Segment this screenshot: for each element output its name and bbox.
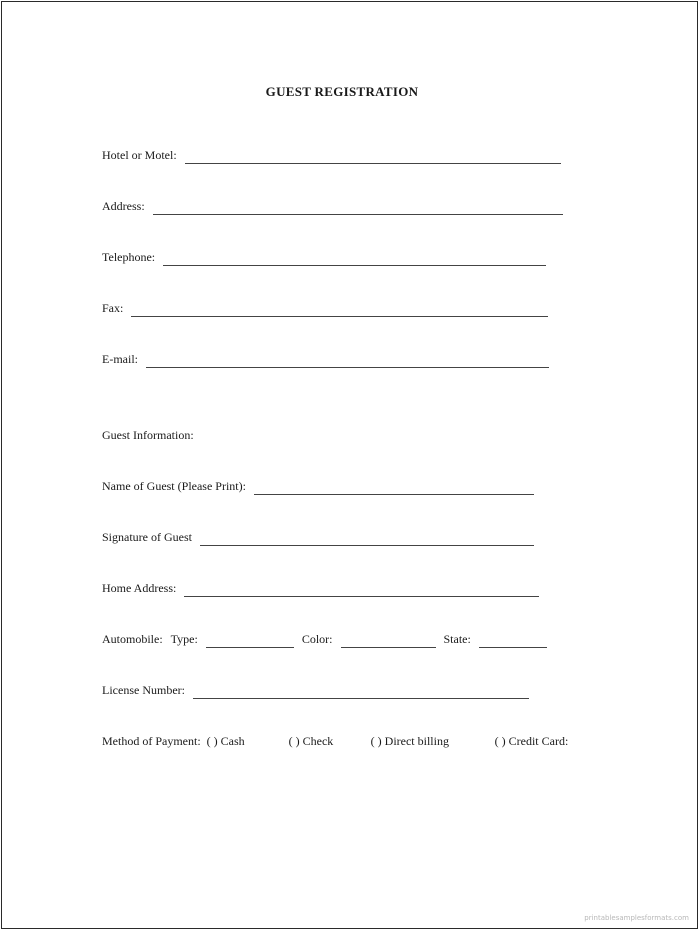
hotel-row bbox=[102, 144, 561, 164]
automobile-label: Automobile: bbox=[102, 632, 163, 646]
email-label: E-mail: bbox=[102, 352, 138, 366]
telephone-row bbox=[102, 246, 546, 266]
guest-name-row bbox=[102, 475, 534, 495]
license-label: License Number: bbox=[102, 683, 185, 697]
automobile-row bbox=[102, 628, 547, 648]
color-label: Color: bbox=[301, 632, 333, 646]
guest-info-row bbox=[102, 424, 194, 444]
email-field[interactable] bbox=[146, 355, 549, 368]
watermark: printablesamplesformats.com bbox=[584, 914, 689, 922]
color-field[interactable] bbox=[341, 635, 436, 648]
type-label: Type: bbox=[170, 632, 198, 646]
form-title: GUEST REGISTRATION bbox=[265, 84, 419, 99]
payment-option-direct-billing[interactable]: ( ) Direct billing bbox=[370, 734, 449, 748]
form-page bbox=[1, 1, 698, 929]
home-address-row bbox=[102, 577, 539, 597]
hotel-field[interactable] bbox=[185, 151, 561, 164]
address-label: Address: bbox=[102, 199, 145, 213]
license-field[interactable] bbox=[193, 686, 529, 699]
state-field[interactable] bbox=[479, 635, 547, 648]
address-row bbox=[102, 195, 563, 215]
guest-info-heading: Guest Information: bbox=[102, 428, 194, 442]
email-row bbox=[102, 348, 549, 368]
fax-label: Fax: bbox=[102, 301, 124, 315]
signature-field[interactable] bbox=[200, 533, 534, 546]
home-address-label: Home Address: bbox=[102, 581, 177, 595]
home-address-field[interactable] bbox=[184, 584, 539, 597]
license-row bbox=[102, 679, 529, 699]
guest-name-label: Name of Guest (Please Print): bbox=[102, 479, 246, 493]
state-label: State: bbox=[443, 632, 471, 646]
address-field[interactable] bbox=[153, 202, 563, 215]
telephone-label: Telephone: bbox=[102, 250, 156, 264]
payment-option-check[interactable]: ( ) Check bbox=[288, 734, 334, 748]
payment-row bbox=[102, 730, 568, 750]
payment-option-cash[interactable]: ( ) Cash bbox=[206, 734, 245, 748]
fax-row bbox=[102, 297, 548, 317]
fax-field[interactable] bbox=[131, 304, 548, 317]
signature-row bbox=[102, 526, 534, 546]
type-field[interactable] bbox=[206, 635, 294, 648]
payment-label: Method of Payment: bbox=[102, 734, 201, 748]
signature-label: Signature of Guest bbox=[102, 530, 192, 544]
payment-option-credit-card[interactable]: ( ) Credit Card: bbox=[494, 734, 569, 748]
telephone-field[interactable] bbox=[163, 253, 546, 266]
hotel-label: Hotel or Motel: bbox=[102, 148, 177, 162]
guest-name-field[interactable] bbox=[254, 482, 534, 495]
